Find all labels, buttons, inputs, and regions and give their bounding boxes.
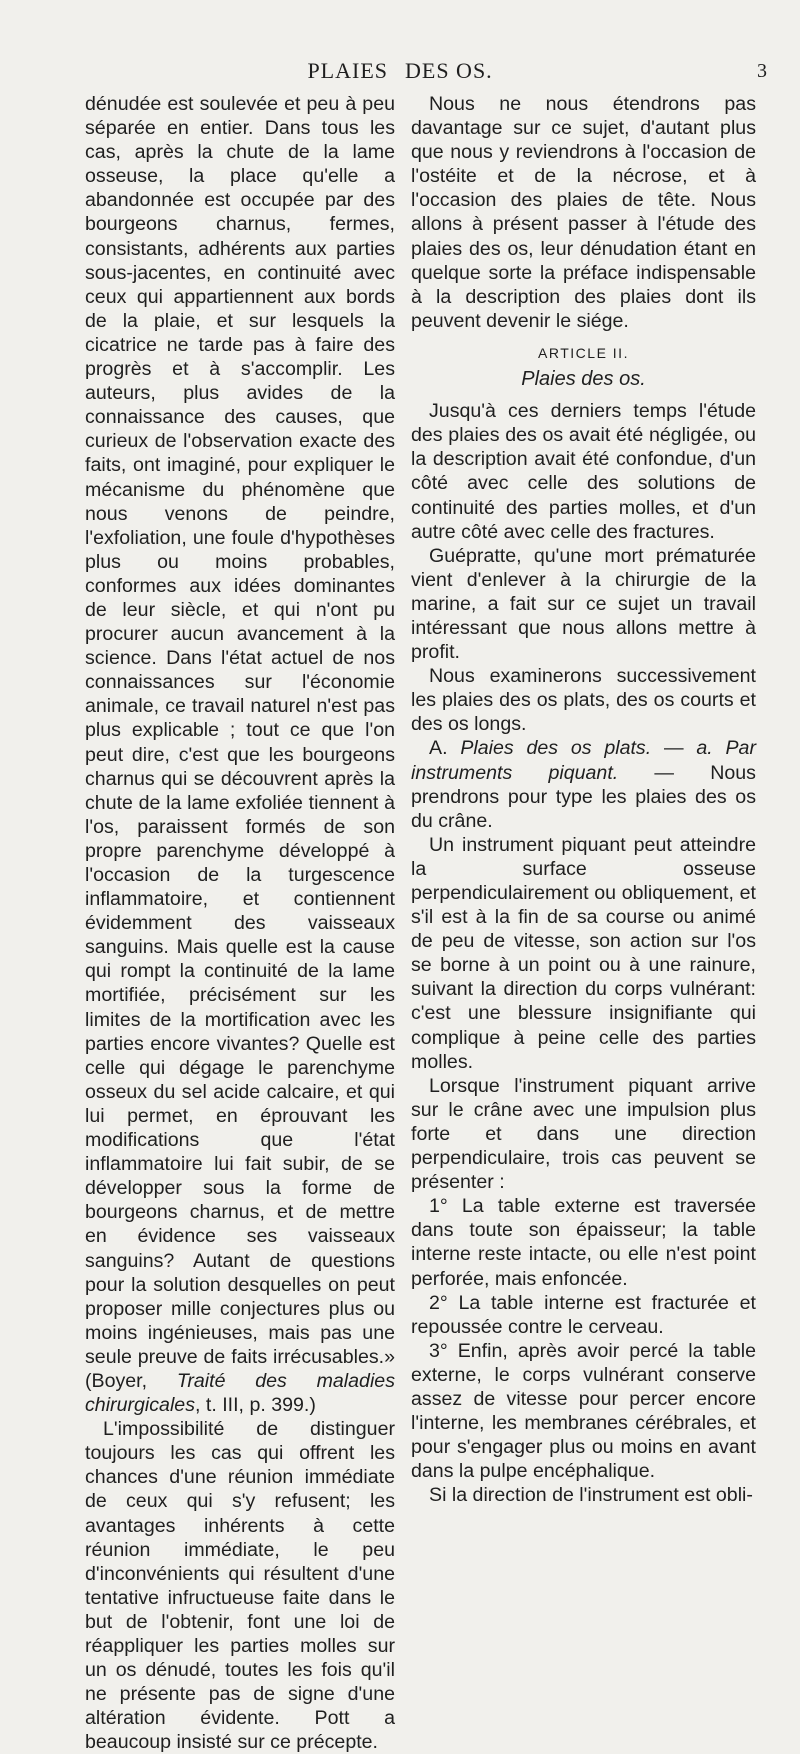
section-letter: A. xyxy=(429,737,448,760)
right-paragraph-10: 3° Enfin, après avoir percé la table externe, le corps vulnérant conserve assez de vitesse pour percer encore l'interne, les membranes cérébrales, et pour s'engager plus ou moins en avant dans la pulpe encéphalique. xyxy=(411,1339,756,1483)
right-paragraph-4: Nous examinerons successivement les plaies des os plats, des os courts et des os longs. xyxy=(411,665,756,736)
left-column xyxy=(85,92,395,1754)
right-paragraph-5-text: — Nous prendrons pour type les plaies des os du crâne. xyxy=(411,761,756,832)
running-head-right: DES OS. xyxy=(405,58,493,83)
citation-title: Traité des maladies chirurgicales xyxy=(85,1369,395,1417)
article-title: Plaies des os. xyxy=(521,368,646,391)
left-paragraph-1-text: dénudée est soulevée et peu à peu séparée en entier. Dans tous les cas, après la chute de la lame osseuse, la place qu'elle a abandonnée est occupée par des bourgeons charnus, fermes, consistants, adhérents aux parties sous-jacentes, en continuité avec ceux qui appartiennent aux bords de la plaie, et sur lesquels la cicatrice ne tarde pas à faire des progrès et à s'accomplir. Les auteurs, plus avides de la connaissance des causes, que curieux de l'observation exacte des faits, ont imaginé, pour expliquer le mécanisme du phénomène que nous venons de peindre, l'exfoliation, une foule d'hypothèses plus ou moins probables, conformes aux idées dominantes de leur siècle, et qui n'ont pu procurer aucun avancement à la science. Dans l'état actuel de nos connaissances sur l'économie animale, ce travail naturel n'est pas plus explicable ; tout ce que l'on peut dire, c'est que les bourgeons charnus qui se découvrent après la chute de la lame exfoliée tiennent à l'os, paraissent formés de son propre parenchyme développé à l'occasion de la turgescence inflammatoire, et contiennent évidemment des vaisseaux sanguins. Mais quelle est la cause qui rompt la continuité de la lame mortifiée, précisément sur les limites de la mortification avec les parties encore vivantes? Quelle est celle qui dégage le parenchyme osseux du sel acide calcaire, et qui lui permet, en éprouvant les modifications que l'état inflammatoire lui fait subir, de se développer sous la forme de bourgeons charnus, et de mettre en évidence ses vaisseaux sanguins? Autant de questions pour la solution desquelles on peut proposer mille conjectures plus ou moins ingénieuses, mais pas une seule preuve de faits irrécusables.» (Boyer, xyxy=(85,93,395,1392)
right-paragraph-11: Si la direction de l'instrument est obli- xyxy=(429,1484,753,1507)
right-paragraph-7: Lorsque l'instrument piquant arrive sur le crâne avec une impulsion plus forte et dans une direction perpendiculaire, trois cas peuvent se présenter : xyxy=(411,1074,756,1194)
section-title: Plaies des os plats. xyxy=(460,737,652,760)
running-head xyxy=(0,58,800,86)
right-paragraph-5 xyxy=(411,736,756,832)
article-label: ARTICLE II. xyxy=(538,344,629,361)
right-paragraph-1: Nous ne nous étendrons pas davantage sur ce sujet, d'autant plus que nous y reviendrons à l'occasion de l'ostéite et de la nécrose, et à l'occasion des plaies de tête. Nous allons à présent passer à l'étude des plaies des os, leur dénudation étant en quelque sorte la préface indispensable à la description des plaies dont ils peuvent devenir le siége. xyxy=(411,93,756,332)
page-number: 3 xyxy=(757,60,767,82)
right-paragraph-3: Guépratte, qu'une mort prématurée vient d'enlever à la chirurgie de la marine, a fait sur ce sujet un travail intéressant que nous allons mettre à profit. xyxy=(411,544,756,664)
right-paragraph-8: 1° La table externe est traversée dans toute son épaisseur; la table interne reste intacte, ou elle n'est point perforée, mais enfoncée. xyxy=(411,1195,756,1290)
right-paragraph-6: Un instrument piquant peut atteindre la surface osseuse perpendiculairement ou obliquement, et s'il est à la fin de sa course ou animé de peu de vitesse, son action sur l'os se borne à un point ou à une rainure, suivant la direction du corps vulnérant: c'est une blessure insignifiante qui complique à peine celle des parties molles. xyxy=(411,833,756,1073)
right-column xyxy=(411,92,756,1507)
right-paragraph-9: 2° La table interne est fracturée et repoussée contre le cerveau. xyxy=(411,1291,756,1338)
left-paragraph-2: L'impossibilité de distinguer toujours les cas qui offrent les chances d'une réunion immédiate de ceux qui s'y refusent; les avantages inhérents à cette réunion immédiate, le peu d'inconvénients qui résultent d'une tentative infructueuse faite dans le but de l'obtenir, font une loi de réappliquer les parties molles sur un os dénudé, toutes les fois qu'il ne présente pas de signe d'une altération évidente. Pott a beaucoup insisté sur ce précepte. xyxy=(85,1418,395,1754)
section-dash: — xyxy=(651,737,697,760)
left-paragraph-1 xyxy=(85,92,395,1417)
citation-rest: , t. III, p. 399.) xyxy=(195,1394,316,1417)
subsection-title: a. Par instruments piquant. xyxy=(411,737,756,784)
running-head-left: PLAIES xyxy=(307,58,388,83)
right-paragraph-2: Jusqu'à ces derniers temps l'étude des plaies des os avait été négligée, ou la description avait été confondue, d'un côté avec celle des solutions de continuité des parties molles, et d'un autre côté avec celle des fractures. xyxy=(411,400,756,543)
